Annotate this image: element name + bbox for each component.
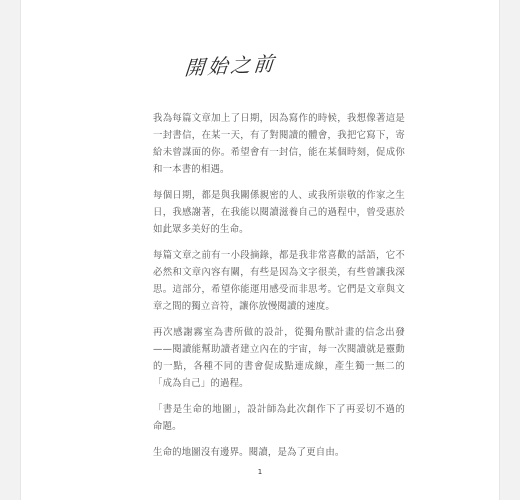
paragraph: 每個日期，都是與我關係親密的人、或我所崇敬的作家之生日，我感謝著，在我能以閱讀滋養自己的過程中，曾受惠於如此眾多美好的生命。 bbox=[153, 190, 405, 235]
page-title: 開始之前 bbox=[183, 51, 278, 81]
paragraph: 我為每篇文章加上了日期，因為寫作的時候，我想像著這是一封書信，在某一天，有了對閱讀的體會，我把它寫下，寄給未曾謀面的你。希望會有一封信，能在某個時刻，促成你和一本書的相遇。 bbox=[153, 113, 405, 175]
page-number: 1 bbox=[257, 468, 263, 476]
paragraph: 再次感謝霧室為書所做的設計，從獨角獸計畫的信念出發——閱讀能幫助讀者建立內在的宇宙，每一次閱讀就是靈動的一點，各種不同的書會促成點連成線，產生獨一無二的「成為自己」的過程。 bbox=[153, 327, 405, 389]
body-text bbox=[153, 110, 405, 470]
document-page bbox=[20, 0, 500, 500]
paragraph: 生命的地圖沒有邊界。閱讀，是為了更自由。 bbox=[153, 447, 345, 458]
paragraph: 「書是生命的地圖」，設計師為此次創作下了再妥切不過的命題。 bbox=[153, 404, 405, 432]
paragraph: 每篇文章之前有一小段摘錄，都是我非常喜歡的話語，它不必然和文章內容有關，有些是因為文字很美，有些曾讓我深思。這部分，希望你能運用感受而非思考。它們是文章與文章之間的獨立音符，讓你放慢閱讀的速度。 bbox=[153, 250, 405, 312]
